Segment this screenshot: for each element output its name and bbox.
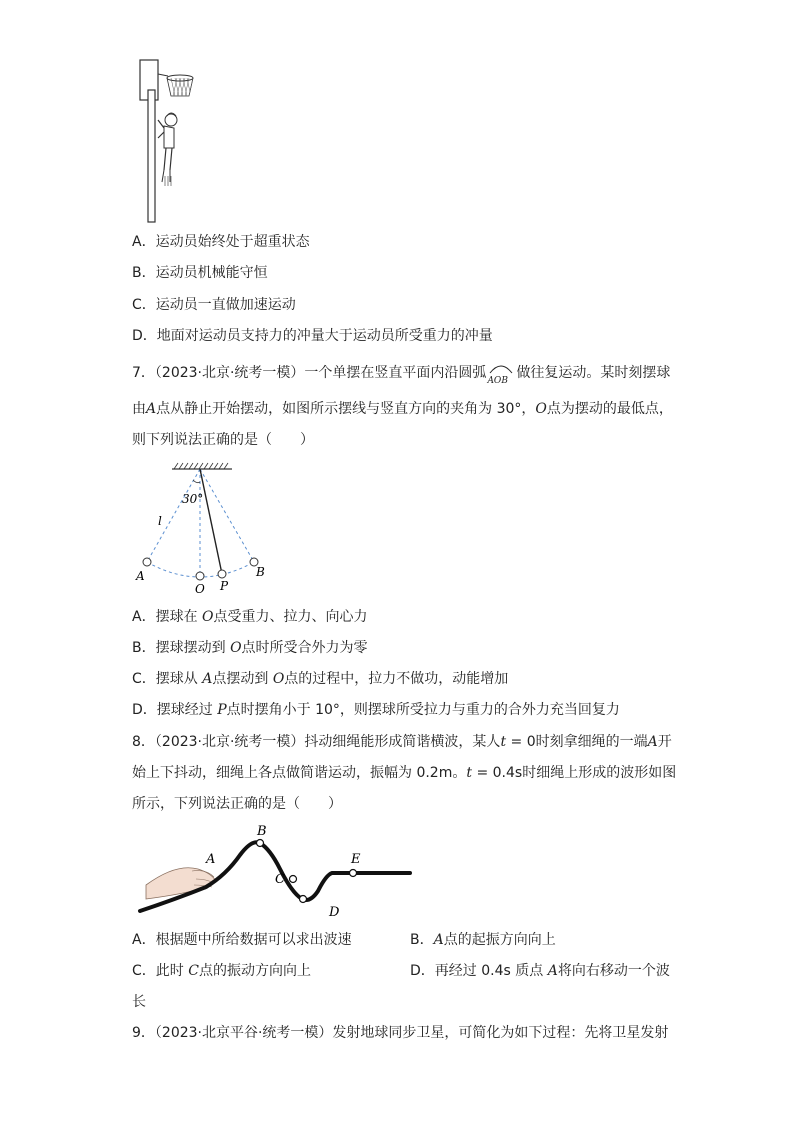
angle-label: 30° xyxy=(182,492,204,506)
q7-stem-line1: 7．（2023·北京·统考一模）一个单摆在竖直平面内沿圆弧 AOB 做往复运动。某时刻摆球 xyxy=(132,365,671,386)
wave-point-d-label: D xyxy=(329,905,340,920)
q8-stem-line3: 所示，下列说法正确的是（ ） xyxy=(132,796,342,812)
wave-point-a-label: A xyxy=(206,852,216,867)
arc-aob: AOB xyxy=(486,365,516,381)
wave-figure xyxy=(136,823,416,923)
q8-stem-line2: 始上下抖动，细绳上各点做简谐运动，振幅为 0.2m。t = 0.4s时细绳上形成的波形如图 xyxy=(132,765,677,781)
q7-stem-line3: 则下列说法正确的是（ ） xyxy=(132,432,314,448)
q9-stem-line1: 9．（2023·北京平谷·统考一模）发射地球同步卫星，可简化为如下过程：先将卫星发射 xyxy=(132,1025,669,1041)
point-a-label: A xyxy=(136,569,145,583)
q8-option-b: B．A点的起振方向向上 xyxy=(410,932,556,948)
q7-option-b: B．摆球摆动到 O点时所受合外力为零 xyxy=(132,640,368,656)
q6-option-a: A．运动员始终处于超重状态 xyxy=(132,234,310,250)
q6-option-d: D．地面对运动员支持力的冲量大于运动员所受重力的冲量 xyxy=(132,328,493,344)
wave-point-c-label: C xyxy=(275,872,285,887)
q8-stem-line1: 8．（2023·北京·统考一模）抖动细绳能形成简谐横波，某人t = 0时刻拿细绳的一端A开 xyxy=(132,734,672,750)
wave-point-b-label: B xyxy=(257,824,267,839)
q7-stem-line2: 由A点从静止开始摆动，如图所示摆线与竖直方向的夹角为 30°，O点为摆动的最低点， xyxy=(132,401,673,417)
q8-option-a: A．根据题中所给数据可以求出波速 xyxy=(132,932,352,948)
q8-option-d-wrap: 长 xyxy=(132,994,146,1010)
q7-option-a: A．摆球在 O点受重力、拉力、向心力 xyxy=(132,609,368,625)
q7-option-d: D．摆球经过 P点时摆角小于 10°，则摆球所受拉力与重力的合外力充当回复力 xyxy=(132,702,620,718)
length-label: l xyxy=(158,514,162,528)
point-b-label: B xyxy=(256,565,265,579)
q7-option-c: C．摆球从 A点摆动到 O点的过程中，拉力不做功，动能增加 xyxy=(132,671,509,687)
basketball-figure xyxy=(130,58,210,226)
point-o-label: O xyxy=(195,582,205,594)
point-p-label: P xyxy=(220,579,229,593)
q6-option-c: C．运动员一直做加速运动 xyxy=(132,297,296,313)
q8-option-c: C．此时 C点的振动方向向上 xyxy=(132,963,311,979)
q8-option-d: D．再经过 0.4s 质点 A将向右移动一个波 xyxy=(410,963,670,979)
pendulum-figure xyxy=(134,460,274,594)
wave-point-e-label: E xyxy=(351,852,361,867)
q6-option-b: B．运动员机械能守恒 xyxy=(132,265,268,281)
